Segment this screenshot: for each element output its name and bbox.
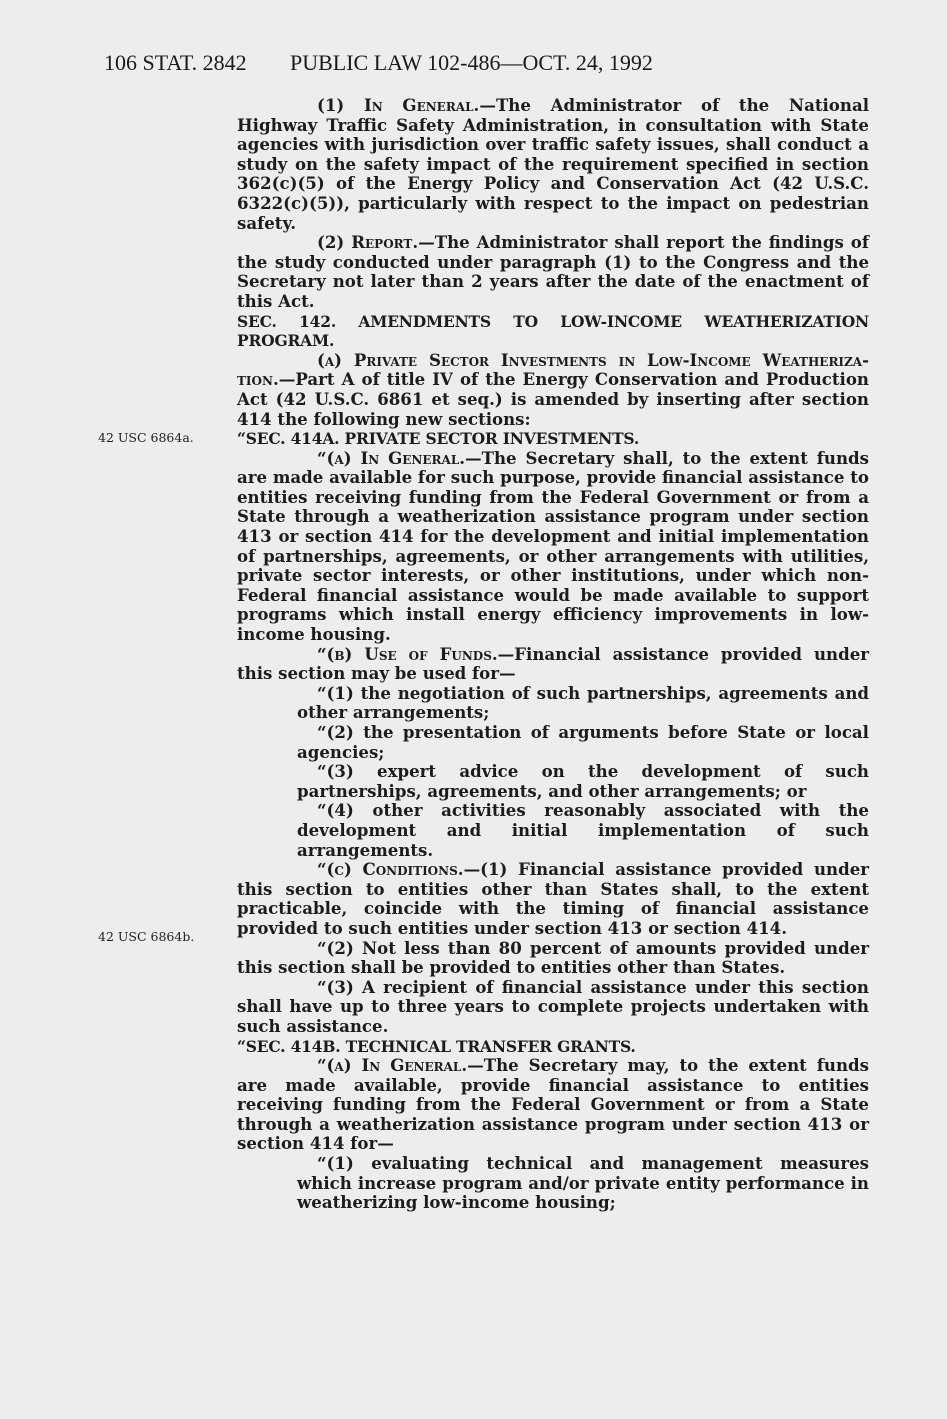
section-414a-heading: “SEC. 414A. PRIVATE SECTOR INVESTMENTS. [237, 429, 640, 449]
paragraph-text: —The Administrator shall report the findings of the study conducted under paragraph (1) to the Congress and the Secretary not later than 2 years after the date of the enactment of this Act. [237, 232, 869, 311]
paragraph-414a-c2: “(2) Not less than 80 percent of amounts provided under this section shall be provided to entities other than States. [237, 937, 869, 978]
paragraph-414a-c [237, 860, 869, 938]
paragraph-head: “(a) In General. [317, 447, 466, 468]
law-title: PUBLIC LAW 102-486—OCT. 24, 1992 [290, 50, 653, 75]
paragraph-head: (2) Report. [317, 232, 419, 253]
paragraph-414a-a [237, 449, 869, 645]
paragraph-general [237, 96, 869, 233]
paragraph-414a-b [237, 645, 869, 684]
list-item-ba1: “(1) evaluating technical and management measures which increase program and/or private entity performance in weatherizing low-income housing; [297, 1153, 869, 1213]
list-item-b3: “(3) expert advice on the development of such partnerships, agreements, and other arrangements; or [297, 761, 869, 801]
statute-body [237, 96, 869, 1213]
paragraph-head: (1) In General. [317, 95, 480, 115]
paragraph-head: (a) Private Sector Investments in Low-Income Weatheriza-tion. [237, 349, 869, 390]
margin-note-6864a: 42 USC 6864a. [98, 430, 194, 445]
paragraph-text: —Financial assistance provided under this section may be used for— [237, 643, 869, 684]
section-142-heading: SEC. 142. AMENDMENTS TO LOW-INCOME WEATHERIZATION PROGRAM. [237, 311, 869, 351]
paragraph-head: “(a) In General. [317, 1055, 468, 1076]
paragraph-414b-a [237, 1056, 869, 1154]
margin-note-6864b: 42 USC 6864b. [98, 929, 195, 944]
paragraph-head: “(b) Use of Funds. [317, 643, 498, 664]
paragraph-text: —The Administrator of the National Highway Traffic Safety Administration, in consultation with State agencies with jurisdiction over traffic safety issues, shall conduct a study on the safety impact of the requirement specified in section 362(c)(5) of the Energy Policy and Conservation Act (42 U.S.C. 6322(c)(5)), particularly with respect to the impact on pedestrian safety. [237, 95, 869, 233]
paragraph-142a [237, 351, 869, 429]
paragraph-text: —(1) Financial assistance provided under this section to entities other than States shall, to the extent practicable, coincide with the timing of financial assistance provided to such entities under section 413 or section 414. [237, 859, 869, 938]
page-number: 106 STAT. 2842 [104, 50, 247, 75]
paragraph-report [237, 233, 869, 311]
paragraph-text: —The Secretary may, to the extent funds are made available, provide financial assistance to entities receiving funding from the Federal Government or from a State through a weatherization assistance program under section 413 or section 414 for— [237, 1055, 869, 1154]
section-414b-heading: “SEC. 414B. TECHNICAL TRANSFER GRANTS. [237, 1036, 636, 1056]
paragraph-414a-c3: “(3) A recipient of financial assistance under this section shall have up to three years to complete projects undertaken with such assistance. [237, 976, 869, 1036]
paragraph-head: “(c) Conditions. [317, 859, 464, 880]
list-item-b4: “(4) other activities reasonably associated with the development and initial implementation of such arrangements. [297, 800, 869, 860]
list-item-b2: “(2) the presentation of arguments before State or local agencies; [297, 722, 869, 762]
list-item-b1: “(1) the negotiation of such partnerships, agreements and other arrangements; [297, 682, 869, 723]
page-header [104, 50, 864, 80]
paragraph-text: —Part A of title IV of the Energy Conservation and Production Act (42 U.S.C. 6861 et seq.) is amended by inserting after section 414 the following new sections: [237, 369, 869, 429]
paragraph-text: —The Secretary shall, to the extent funds are made available for such purpose, provide financial assistance to entities receiving funding from the Federal Government or from a State through a weatherization assistance program under section 413 or section 414 for the development and initial implementation of partnerships, agreements, or other arrangements with utilities, private sector interests, or other institutions, under which non-Federal financial assistance would be made available to support programs which install energy efficiency improvements in low-income housing. [237, 447, 869, 645]
